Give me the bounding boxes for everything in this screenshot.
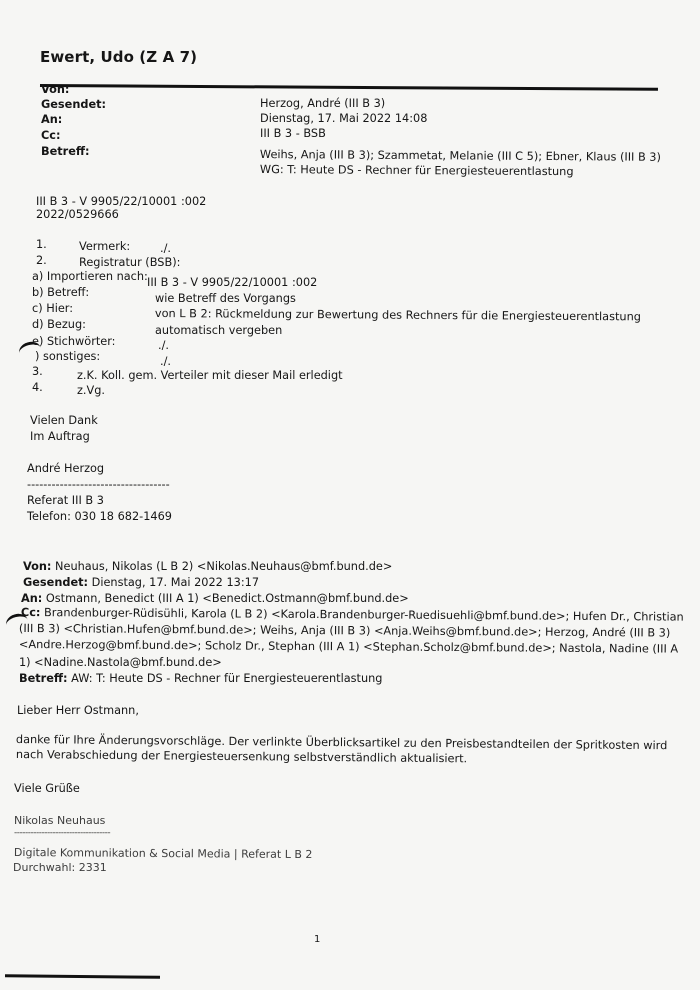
- quoted-cc-line-4: 1) <Nadine.Nastola@bmf.bund.de>: [19, 656, 222, 669]
- quoted-sent-label: Gesendet:: [23, 576, 89, 589]
- quoted-subject: [19, 672, 382, 686]
- quoted-sent: [23, 576, 259, 590]
- item-a-label: a) Importieren nach:: [32, 270, 148, 283]
- item-1-label: Vermerk:: [79, 240, 131, 253]
- quoted-subject-label: Betreff:: [19, 672, 68, 685]
- item-f-value: ./.: [160, 355, 171, 368]
- body-greeting: Lieber Herr Ostmann,: [17, 704, 139, 717]
- quoted-to-value: Ostmann, Benedict (III A 1) <Benedict.Ostmann@bmf.bund.de>: [42, 592, 409, 605]
- quoted-from-value: Neuhaus, Nikolas (L B 2) <Nikolas.Neuhaus@bmf.bund.de>: [51, 560, 393, 573]
- header-rule: [40, 84, 658, 91]
- item-f-label: ) sonstiges:: [35, 350, 101, 363]
- page-number: 1: [314, 934, 321, 945]
- signature-name: Nikolas Neuhaus: [14, 814, 106, 827]
- sent-label: Gesendet:: [41, 98, 107, 111]
- item-2-label: Registratur (BSB):: [79, 256, 181, 269]
- thanks-text: Vielen Dank: [30, 414, 98, 427]
- quoted-subject-value: AW: T: Heute DS - Rechner für Energiesteuerentlastung: [67, 672, 383, 685]
- item-d-label: d) Bezug:: [32, 318, 86, 331]
- to-label: An:: [41, 113, 63, 126]
- item-1-number: 1.: [36, 238, 47, 251]
- signature-divider-2: -----------------------------------: [14, 828, 111, 838]
- item-1-value: ./.: [160, 242, 171, 255]
- item-b-label: b) Betreff:: [32, 286, 90, 299]
- item-3-number: 3.: [32, 365, 43, 378]
- item-4-number: 4.: [32, 381, 43, 394]
- quoted-cc-line-2: (III B 3) <Christian.Hufen@bmf.bund.de>; Weihs, Anja (III B 3) <Anja.Weihs@bmf.bund.de>; Herzog, André (III B 3): [18, 622, 671, 640]
- reference-line-1: III B 3 - V 9905/22/10001 :002: [36, 195, 207, 208]
- sender-name: André Herzog: [27, 462, 105, 475]
- footer-rule: [5, 974, 160, 979]
- item-e-label: e) Stichwörter:: [32, 335, 116, 348]
- item-c-value: von L B 2: Rückmeldung zur Bewertung des Rechners für die Energiesteuerentlastung: [154, 307, 641, 324]
- quoted-cc-value-1: Brandenburger-Rüdisühli, Karola (L B 2) <Karola.Brandenburger-Ruedisuehli@bmf.bund.de>; Hufen Dr., Christian: [40, 606, 684, 624]
- signature-divider: -----------------------------------: [27, 478, 170, 491]
- from-value: Herzog, André (III B 3): [260, 97, 386, 110]
- item-b-value: wie Betreff des Vorgangs: [155, 292, 296, 305]
- quoted-to: [21, 592, 409, 606]
- signature-unit: Digitale Kommunikation & Social Media | Referat L B 2: [13, 846, 313, 862]
- item-d-value: automatisch vergeben: [155, 324, 283, 337]
- sender-unit: Referat III B 3: [27, 494, 104, 507]
- mailbox-owner: Ewert, Udo (Z A 7): [40, 48, 198, 66]
- quoted-from: [23, 560, 392, 574]
- quoted-to-label: An:: [21, 592, 43, 605]
- body-regards: Viele Grüße: [14, 782, 80, 795]
- item-e-value: ./.: [158, 339, 169, 352]
- signature-phone: Durchwahl: 2331: [13, 861, 107, 874]
- item-a-value: III B 3 - V 9905/22/10001 :002: [147, 276, 318, 289]
- quoted-sent-value: Dienstag, 17. Mai 2022 13:17: [88, 576, 260, 589]
- to-value: III B 3 - BSB: [260, 127, 326, 140]
- subject-value: WG: T: Heute DS - Rechner für Energiesteuerentlastung: [259, 163, 574, 179]
- body-paragraph-1: danke für Ihre Änderungsvorschläge. Der verlinkte Überblicksartikel zu den Preisbestandteilen der Spritkosten wird: [15, 733, 668, 753]
- sender-phone: Telefon: 030 18 682-1469: [27, 510, 172, 523]
- item-4-value: z.Vg.: [77, 384, 106, 397]
- quoted-from-label: Von:: [23, 560, 52, 573]
- reference-line-2: 2022/0529666: [36, 208, 119, 221]
- order-text: Im Auftrag: [30, 430, 90, 443]
- quoted-cc-label: Cc:: [20, 606, 41, 620]
- subject-label: Betreff:: [41, 145, 90, 158]
- quoted-cc-line-3: <Andre.Herzog@bmf.bund.de>; Scholz Dr., Stephan (III A 1) <Stephan.Scholz@bmf.bund.de>; Nastola, Nadine (III A: [18, 638, 679, 656]
- item-c-label: c) Hier:: [32, 302, 74, 315]
- item-3-value: z.K. Koll. gem. Verteiler mit dieser Mail erledigt: [77, 369, 343, 382]
- item-2-number: 2.: [36, 254, 47, 267]
- body-paragraph-2: nach Verabschiedung der Energiesteuersenkung selbstverständlich aktualisiert.: [15, 748, 468, 766]
- cc-value: Weihs, Anja (III B 3); Szammetat, Melanie (III C 5); Ebner, Klaus (III B 3): [259, 148, 661, 164]
- sent-value: Dienstag, 17. Mai 2022 14:08: [260, 112, 428, 125]
- cc-label: Cc:: [41, 129, 61, 142]
- from-label: Von:: [41, 83, 70, 96]
